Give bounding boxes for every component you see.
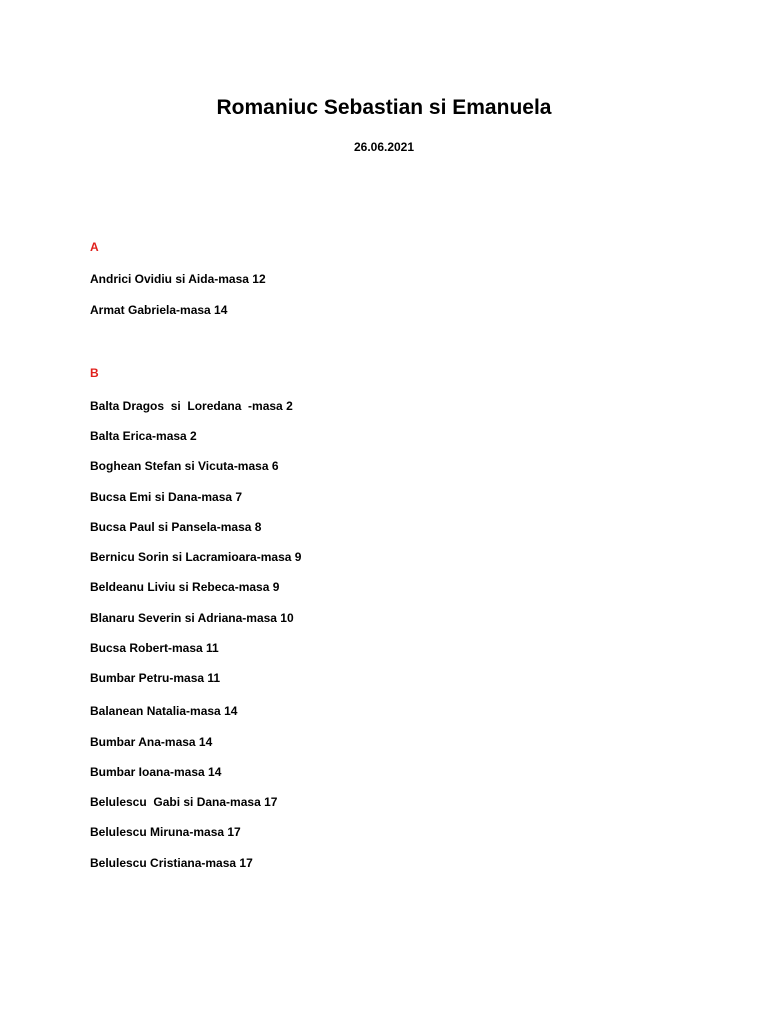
guest-entry: Belulescu Miruna-masa 17 bbox=[90, 825, 241, 839]
guest-entry: Blanaru Severin si Adriana-masa 10 bbox=[90, 611, 294, 625]
guest-entry: Armat Gabriela-masa 14 bbox=[90, 303, 228, 317]
guest-entry: Boghean Stefan si Vicuta-masa 6 bbox=[90, 459, 279, 473]
section-letter-b: B bbox=[90, 366, 99, 380]
section-letter-a: A bbox=[90, 240, 99, 254]
guest-entry: Andrici Ovidiu si Aida-masa 12 bbox=[90, 272, 266, 286]
guest-entry: Bernicu Sorin si Lacramioara-masa 9 bbox=[90, 550, 302, 564]
guest-entry: Bumbar Ana-masa 14 bbox=[90, 735, 213, 749]
guest-entry: Balta Erica-masa 2 bbox=[90, 429, 197, 443]
guest-entry: Bucsa Emi si Dana-masa 7 bbox=[90, 490, 243, 504]
guest-entry: Belulescu Gabi si Dana-masa 17 bbox=[90, 795, 278, 809]
guest-entry: Beldeanu Liviu si Rebeca-masa 9 bbox=[90, 580, 280, 594]
guest-entry: Bucsa Paul si Pansela-masa 8 bbox=[90, 520, 262, 534]
guest-entry: Balta Dragos si Loredana -masa 2 bbox=[90, 399, 293, 413]
page-title: Romaniuc Sebastian si Emanuela bbox=[216, 96, 552, 119]
guest-entry: Balanean Natalia-masa 14 bbox=[90, 704, 238, 718]
guest-entry: Bumbar Petru-masa 11 bbox=[90, 671, 221, 685]
guest-entry: Bumbar Ioana-masa 14 bbox=[90, 765, 222, 779]
event-date: 26.06.2021 bbox=[353, 140, 415, 154]
guest-entry: Belulescu Cristiana-masa 17 bbox=[90, 856, 253, 870]
guest-entry: Bucsa Robert-masa 11 bbox=[90, 641, 219, 655]
